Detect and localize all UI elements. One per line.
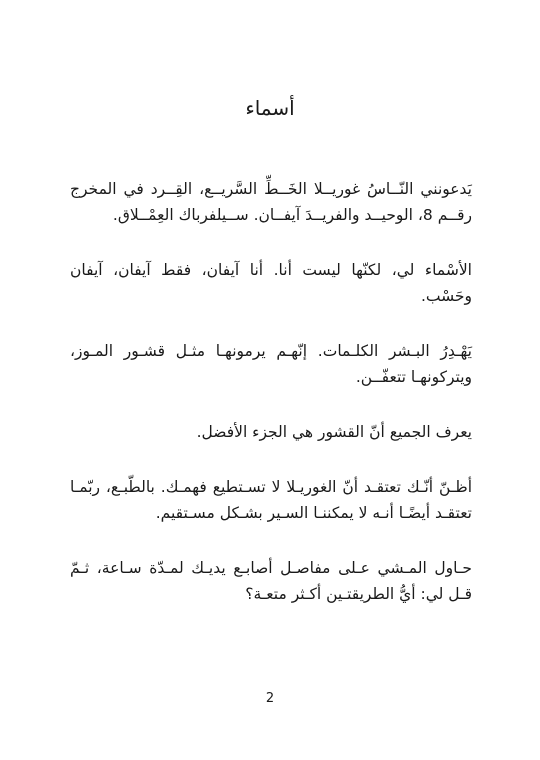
paragraph-5: أظـنّ أنّـك تعتقـد أنّ الغوريـلا لا تسـتطيع فهمـك. بالطّبـع، ربّمـا تعتقـد أيضًـا أنـه لا يمكننـا السـير بشـكل مسـتقيم.	[70, 478, 472, 522]
paragraph-2: الأسْماء لي، لكنّها ليست أنا. أنا آيفان، فقط آيفان، آيفان وحَسْب.	[70, 261, 472, 305]
paragraph-3: يَهْـدِرُ البـشر الكلـمات. إنّهـم يرمونهـا مثـل قشـور المـوز، ويتركونهـا تتعفّــن.	[70, 342, 472, 386]
page-number: 2	[265, 691, 275, 706]
paragraph-6: حـاول المـشي عـلى مفاصـل أصابـع يديـك لمـدّة سـاعة، ثـمّ قـل لي: أيُّ الطريقتـين أكـثر متعـة؟	[70, 559, 472, 603]
page-title: أسماء	[245, 96, 295, 120]
paragraph-4: يعرف الجميع أنّ القشور هي الجزء الأفضل.	[196, 423, 472, 441]
body-text	[70, 176, 472, 636]
paragraph-1: يَدعونني النّــاسُ غوريــلا الخَــطِّ السَّريــع، القِــرد في المخرج رقــم 8، الوحيــد والفريــدَ آيفــان. ســيلفرباك العِمْــلاق.	[70, 180, 472, 224]
